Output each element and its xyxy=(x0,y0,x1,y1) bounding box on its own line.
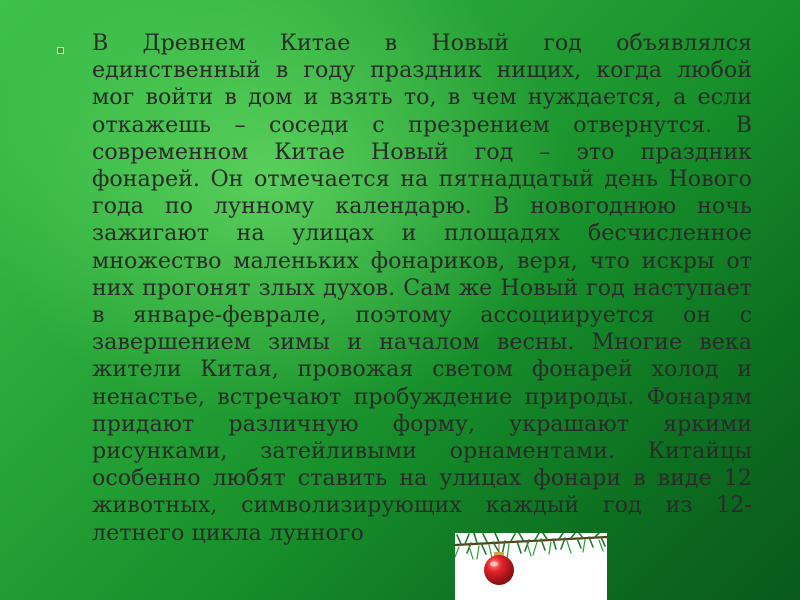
christmas-ornament-picture xyxy=(455,533,607,600)
christmas-ornament-icon xyxy=(455,533,607,600)
slide-body-text: В Древнем Китае в Новый год объявлялся единственный в году праздник нищих, когда любой мог войти в дом и взять то, в чем нуждается, а если откажешь – соседи с презрением отвернутся. В современном Китае Новый год – это праздник фонарей. Он отмечается на пятнадцатый день Нового года по лунному календарю. В новогоднюю ночь зажигают на улицах и площадях бесчисленное множество маленьких фонариков, веря, что искры от них прогонят злых духов. Сам же Новый год наступает в январе-феврале, поэтому ассоциируется он с завершением зимы и началом весны. Многие века жители Китая, провожая светом фонарей холод и ненастье, встречают пробуждение природы. Фонарям придают различную форму, украшают яркими рисунками, затейливыми орнаментами. Китайцы особенно любят ставить на улицах фонари в виде 12 животных, символизирующих каждый год из 12-летнего цикла лунного xyxy=(92,30,752,546)
square-bullet-icon xyxy=(57,47,64,54)
